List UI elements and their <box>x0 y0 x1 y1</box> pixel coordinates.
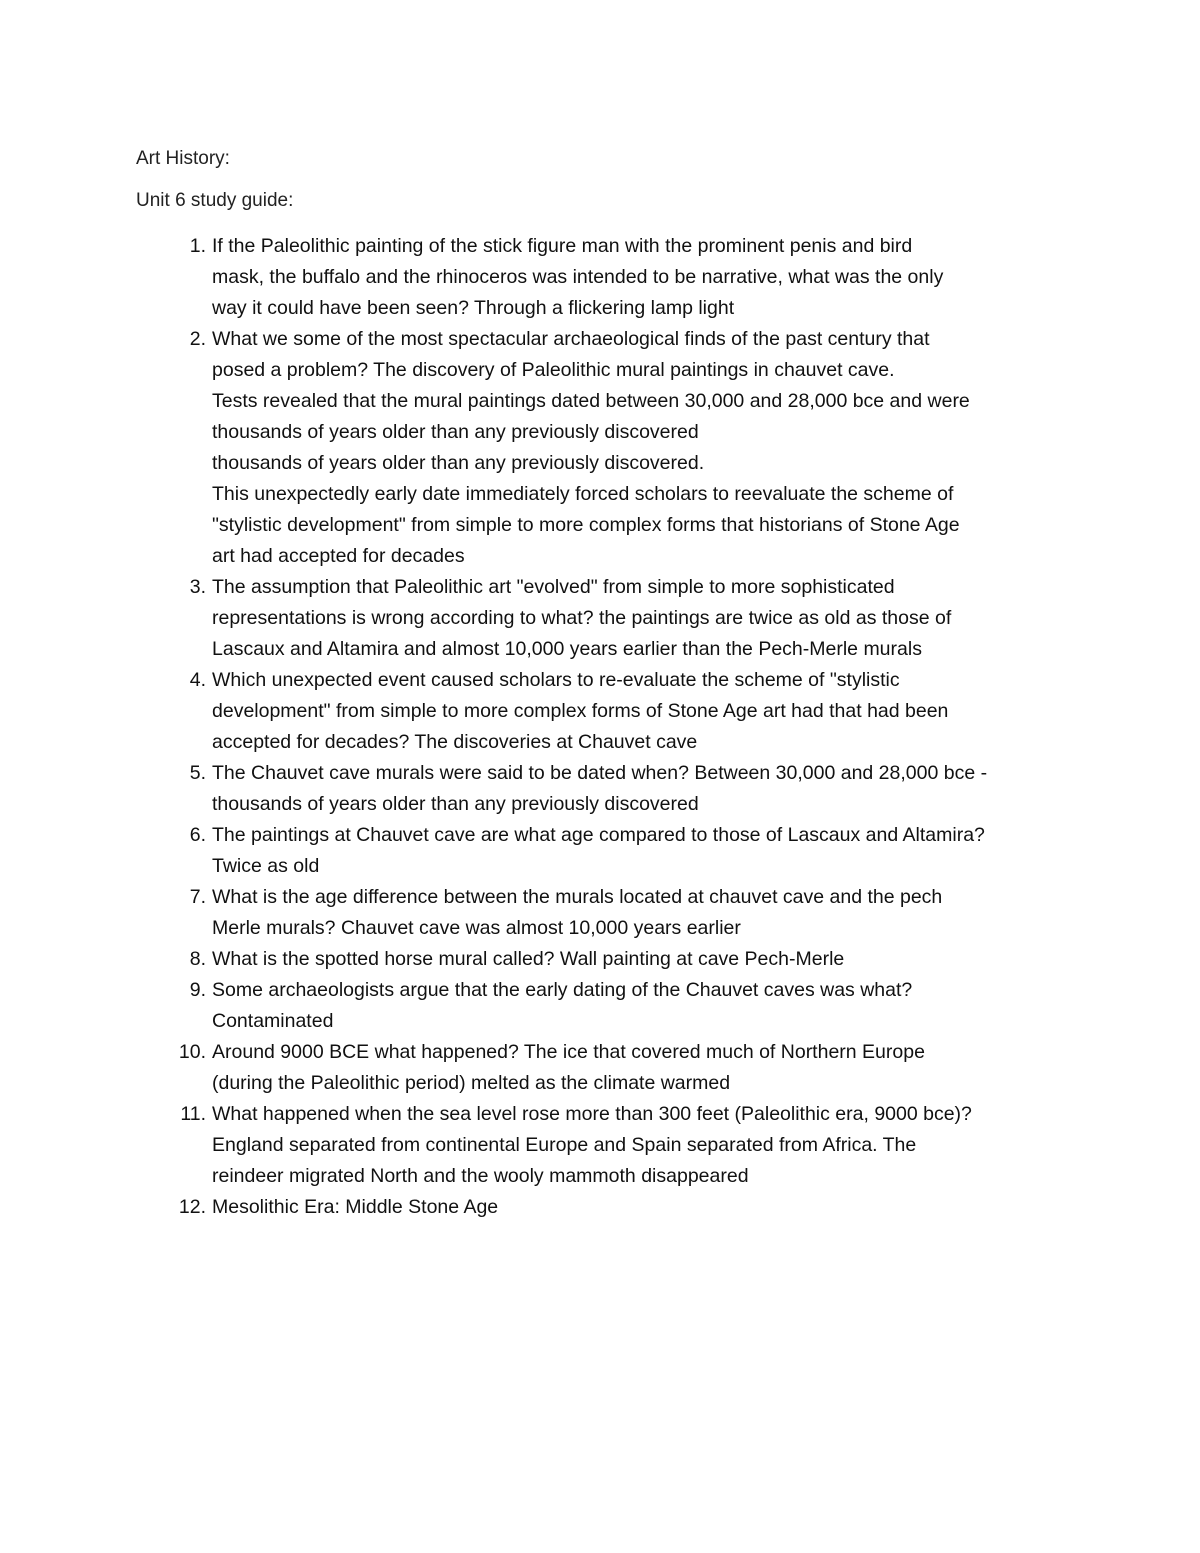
item-text-line: What happened when the sea level rose more than 300 feet (Paleolithic era, 9000 bce)? <box>212 1103 972 1125</box>
item-text-line: thousands of years older than any previously discovered <box>212 421 699 443</box>
list-item <box>136 231 1076 324</box>
item-text-line: The paintings at Chauvet cave are what age compared to those of Lascaux and Altamira? <box>212 824 985 846</box>
item-text-line: posed a problem? The discovery of Paleolithic mural paintings in chauvet cave. <box>212 359 895 381</box>
item-number: 8. <box>189 948 206 970</box>
item-number: 7. <box>189 886 206 908</box>
item-number: 4. <box>189 669 206 691</box>
item-text-line: Some archaeologists argue that the early dating of the Chauvet caves was what? <box>212 979 913 1001</box>
list-item <box>136 572 1076 665</box>
item-text-line: thousands of years older than any previously discovered <box>212 793 699 815</box>
list-item <box>136 324 1076 572</box>
item-text-line: art had accepted for decades <box>212 545 465 567</box>
item-text-line: England separated from continental Europe and Spain separated from Africa. The <box>212 1134 917 1156</box>
item-text-line: (during the Paleolithic period) melted as the climate warmed <box>212 1072 731 1094</box>
list-item <box>136 1099 1076 1192</box>
item-text-line: Which unexpected event caused scholars to re-evaluate the scheme of "stylistic <box>212 669 900 691</box>
list-item <box>136 1192 1076 1223</box>
item-text-line: The assumption that Paleolithic art "evolved" from simple to more sophisticated <box>212 576 895 598</box>
item-number: 2. <box>189 328 206 350</box>
item-text-line: "stylistic development" from simple to more complex forms that historians of Stone Age <box>212 514 960 536</box>
item-text-line: way it could have been seen? Through a flickering lamp light <box>212 297 735 319</box>
item-text-line: Around 9000 BCE what happened? The ice that covered much of Northern Europe <box>212 1041 925 1063</box>
list-item <box>136 758 1076 820</box>
list-item <box>136 665 1076 758</box>
item-text-line: This unexpectedly early date immediately forced scholars to reevaluate the scheme of <box>212 483 954 505</box>
item-text-line: accepted for decades? The discoveries at Chauvet cave <box>212 731 698 753</box>
document-subtitle: Unit 6 study guide: <box>136 190 294 211</box>
item-number: 9. <box>189 979 206 1001</box>
item-number: 5. <box>189 762 206 784</box>
list-item <box>136 1037 1076 1099</box>
list-item <box>136 820 1076 882</box>
item-number: 1. <box>189 235 206 257</box>
item-text-line: What we some of the most spectacular archaeological finds of the past century that <box>212 328 930 350</box>
item-text-line: development" from simple to more complex forms of Stone Age art had that had been <box>212 700 949 722</box>
item-text-line: Lascaux and Altamira and almost 10,000 years earlier than the Pech-Merle murals <box>212 638 922 660</box>
item-text-line: The Chauvet cave murals were said to be dated when? Between 30,000 and 28,000 bce - <box>212 762 988 784</box>
item-number: 11. <box>180 1103 206 1125</box>
item-text-line: Tests revealed that the mural paintings dated between 30,000 and 28,000 bce and were <box>212 390 970 412</box>
item-number: 6. <box>189 824 206 846</box>
item-number: 3. <box>189 576 206 598</box>
item-text-line: What is the spotted horse mural called? Wall painting at cave Pech-Merle <box>212 948 845 970</box>
item-number: 12. <box>178 1196 206 1218</box>
item-text-line: Merle murals? Chauvet cave was almost 10,000 years earlier <box>212 917 741 939</box>
item-number: 10. <box>178 1041 206 1063</box>
study-guide-list <box>136 231 1076 1223</box>
item-text-line: Mesolithic Era: Middle Stone Age <box>212 1196 499 1218</box>
item-text-line: thousands of years older than any previously discovered. <box>212 452 705 474</box>
item-text-line: If the Paleolithic painting of the stick figure man with the prominent penis and bird <box>212 235 913 257</box>
item-text-line: reindeer migrated North and the wooly mammoth disappeared <box>212 1165 749 1187</box>
item-text-line: mask, the buffalo and the rhinoceros was intended to be narrative, what was the only <box>212 266 944 288</box>
list-item <box>136 975 1076 1037</box>
document-title: Art History: <box>136 148 230 169</box>
item-text-line: Twice as old <box>212 855 320 877</box>
item-text-line: Contaminated <box>212 1010 334 1032</box>
item-text-line: representations is wrong according to what? the paintings are twice as old as those of <box>212 607 952 629</box>
item-text-line: What is the age difference between the murals located at chauvet cave and the pech <box>212 886 943 908</box>
list-item <box>136 944 1076 975</box>
list-item <box>136 882 1076 944</box>
